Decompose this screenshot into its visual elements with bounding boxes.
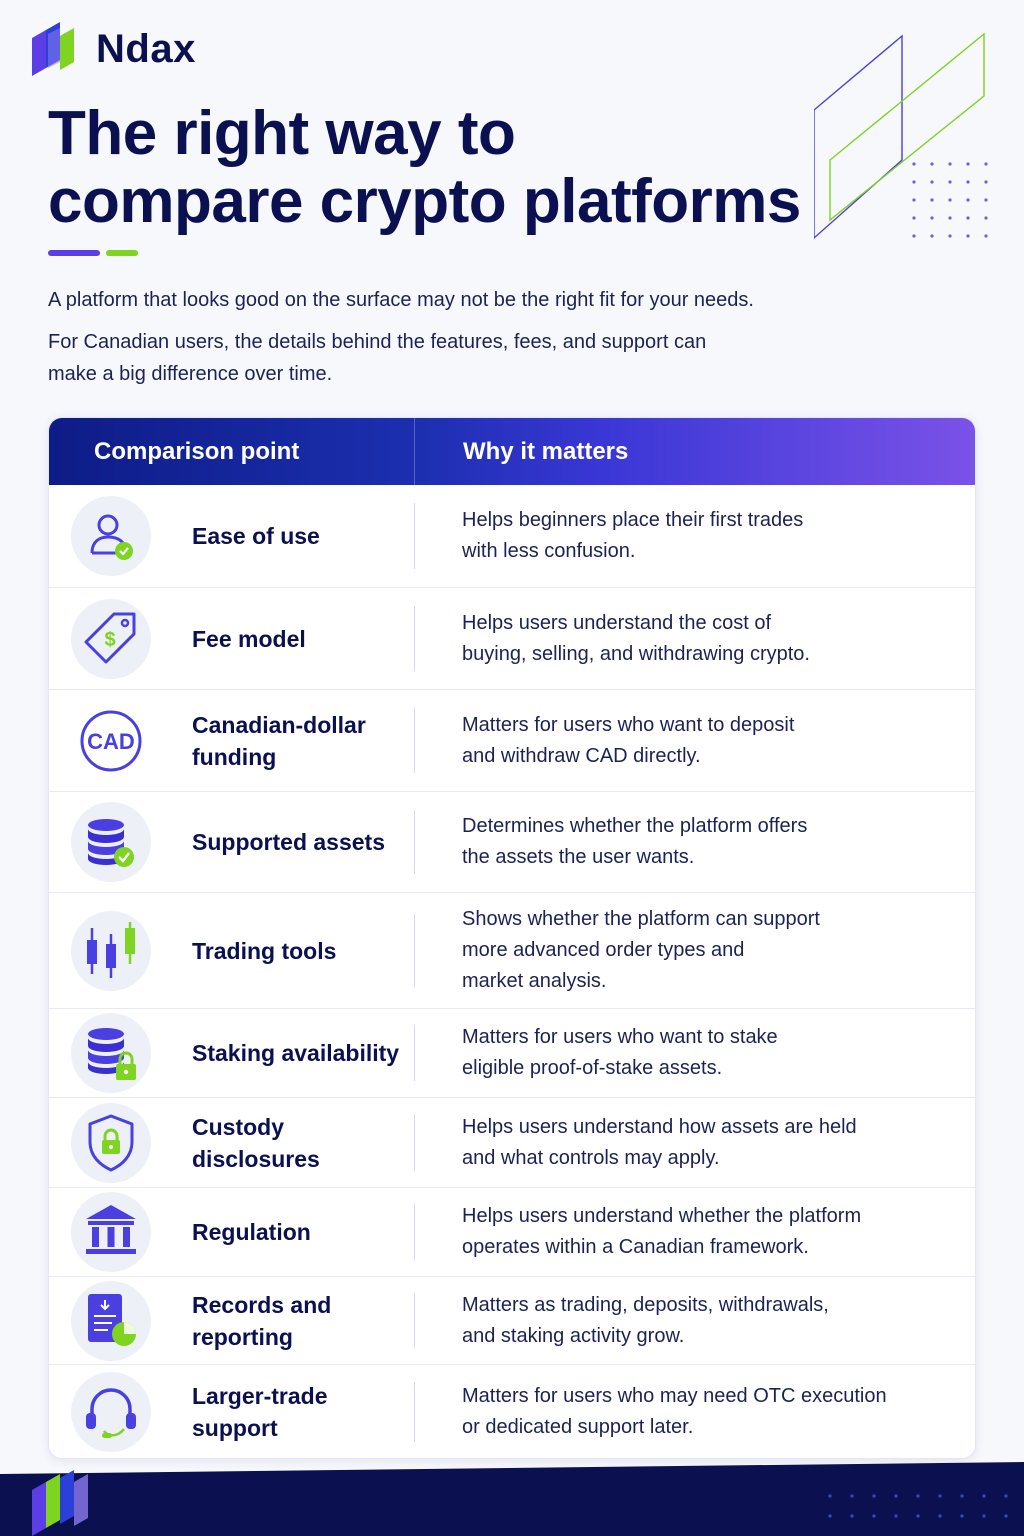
table-row xyxy=(49,690,975,792)
why-line: or dedicated support later. xyxy=(462,1416,694,1438)
database-check-icon xyxy=(71,802,151,882)
why-it-matters-text xyxy=(415,710,975,772)
why-line: more advanced order types and xyxy=(462,939,745,961)
table-row xyxy=(49,1009,975,1098)
intro-paragraph-1: A platform that looks good on the surface may not be the right fit for your needs. xyxy=(48,289,754,311)
why-line: and staking activity grow. xyxy=(462,1324,685,1347)
table-row xyxy=(49,588,975,690)
comparison-point-label: Supported assets xyxy=(192,829,385,855)
why-it-matters-text xyxy=(415,1112,975,1174)
header-comparison-point: Comparison point xyxy=(49,418,415,485)
why-it-matters-text xyxy=(415,904,975,997)
table-row xyxy=(49,485,975,588)
brand-logo xyxy=(30,22,196,76)
why-it-matters-text xyxy=(415,1022,975,1084)
why-line: Shows whether the platform can support xyxy=(462,908,820,930)
page-title-line-1: The right way to xyxy=(48,99,516,168)
why-line: Matters for users who want to stake xyxy=(462,1026,778,1048)
comparison-table xyxy=(48,417,976,1459)
page-title xyxy=(48,100,801,236)
table-row xyxy=(49,1098,975,1188)
brand-name: Ndax xyxy=(96,26,196,71)
why-it-matters-text xyxy=(415,1290,975,1352)
headset-icon xyxy=(71,1372,151,1452)
why-line: buying, selling, and withdrawing crypto. xyxy=(462,642,810,665)
accent-bar-purple xyxy=(48,250,100,256)
svg-text:$: $ xyxy=(104,628,116,651)
comparison-point-label: Canadian-dollar funding xyxy=(192,711,366,770)
comparison-point-label: Fee model xyxy=(192,625,306,652)
ndax-logo-icon xyxy=(30,22,82,76)
why-line: Helps beginners place their first trades xyxy=(462,509,804,531)
comparison-point-label: Larger-trade support xyxy=(192,1383,328,1441)
table-row xyxy=(49,893,975,1009)
price-tag-icon xyxy=(71,599,151,679)
why-line: with less confusion. xyxy=(462,540,636,562)
why-it-matters-text xyxy=(415,505,975,567)
why-line: Helps users understand whether the platform xyxy=(462,1205,862,1227)
database-lock-icon xyxy=(71,1013,151,1093)
why-it-matters-text xyxy=(415,1201,975,1263)
page-title-line-2: compare crypto platforms xyxy=(48,167,801,236)
bank-icon xyxy=(71,1192,151,1272)
accent-bar-green xyxy=(106,250,138,256)
candlestick-icon xyxy=(71,911,151,991)
user-check-icon xyxy=(71,496,151,576)
table-row xyxy=(49,792,975,893)
comparison-point-label: Ease of use xyxy=(192,523,320,549)
intro-text xyxy=(48,284,808,400)
why-line: and what controls may apply. xyxy=(462,1146,720,1169)
why-line: Matters for users who want to deposit xyxy=(462,713,795,736)
why-line: market analysis. xyxy=(462,970,607,992)
why-line: Determines whether the platform offers xyxy=(462,815,808,837)
comparison-point-label: Records and reporting xyxy=(192,1291,332,1350)
why-line: Helps users understand how assets are held xyxy=(462,1115,857,1138)
why-it-matters-text xyxy=(415,811,975,873)
why-line: operates within a Canadian framework. xyxy=(462,1236,809,1258)
comparison-point-label: Staking availability xyxy=(192,1040,400,1066)
table-header xyxy=(49,418,975,485)
table-row xyxy=(49,1277,975,1365)
comparison-point-label: Trading tools xyxy=(192,937,337,964)
why-line: and withdraw CAD directly. xyxy=(462,744,701,767)
report-chart-icon xyxy=(71,1281,151,1361)
why-line: the assets the user wants. xyxy=(462,846,695,868)
svg-text:CAD: CAD xyxy=(87,728,135,754)
table-row xyxy=(49,1365,975,1459)
table-row xyxy=(49,1188,975,1277)
comparison-point-label: Custody disclosures xyxy=(192,1113,320,1172)
intro-paragraph-2: For Canadian users, the details behind the features, fees, and support can make a big difference over time. xyxy=(48,331,707,385)
footer-band xyxy=(0,1458,1024,1536)
header-why-it-matters: Why it matters xyxy=(463,437,629,465)
why-line: eligible proof-of-stake assets. xyxy=(462,1057,723,1079)
decorative-lines-icon xyxy=(814,30,1004,250)
shield-lock-icon xyxy=(71,1103,151,1183)
why-line: Matters as trading, deposits, withdrawals, xyxy=(462,1293,829,1316)
why-line: Matters for users who may need OTC execution xyxy=(462,1385,887,1407)
comparison-point-label: Regulation xyxy=(192,1219,311,1245)
why-it-matters-text xyxy=(415,1381,975,1443)
why-line: Helps users understand the cost of xyxy=(462,611,772,634)
title-accent-bar xyxy=(48,250,138,256)
cad-coin-icon xyxy=(71,701,151,781)
why-it-matters-text xyxy=(415,608,975,670)
